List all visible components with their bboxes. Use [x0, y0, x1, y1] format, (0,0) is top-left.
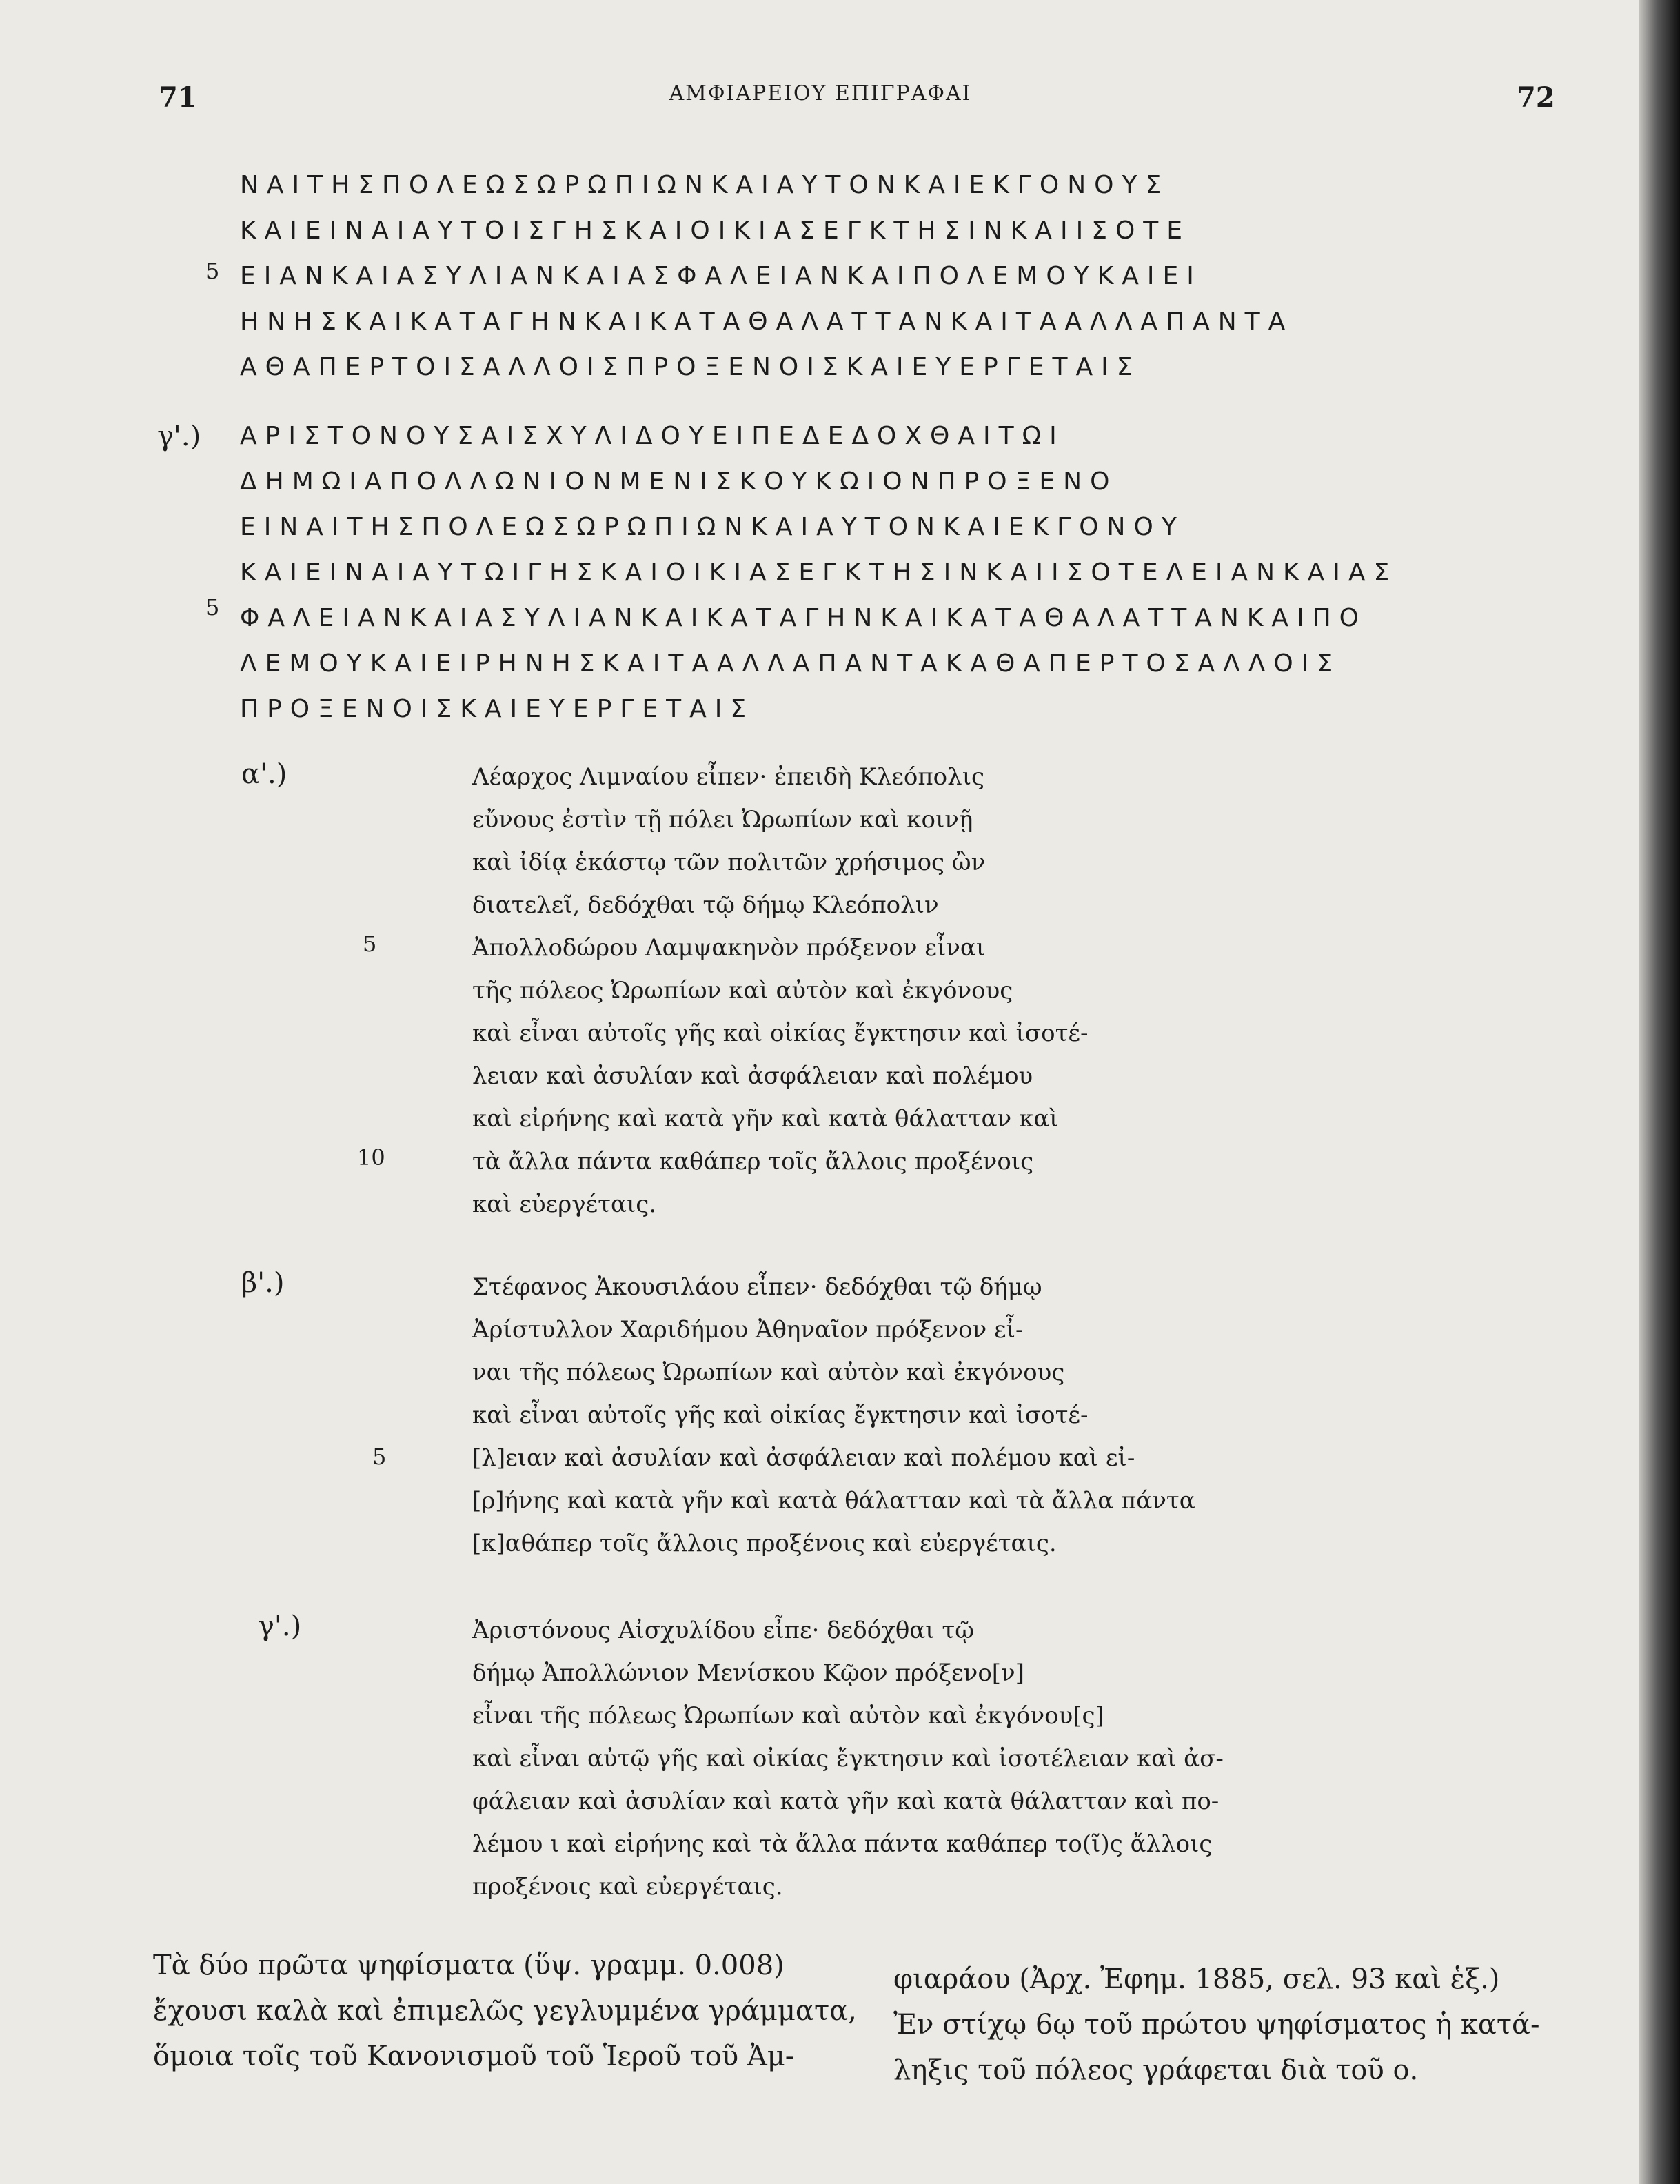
text-line: καὶ εἶναι αὐτοῖς γῆς καὶ οἰκίας ἔγκτησιν καὶ ἰσοτέ-: [472, 1402, 1089, 1429]
footnote-line: ληξις τοῦ πόλεος γράφεται διὰ τοῦ ο.: [893, 2054, 1419, 2086]
inscription-b-capitals: [240, 163, 1481, 390]
inscription-line: ΚΑΙΕΙΝΑΙΑΥΤΟΙΣΓΗΣΚΑΙΟΙΚΙΑΣΕΓΚΤΗΣΙΝΚΑΙΙΣΟΤΕ: [240, 216, 1191, 245]
section-label: β'.): [241, 1267, 285, 1299]
footnote-line: ὅμοια τοῖς τοῦ Κανονισμοῦ τοῦ Ἱεροῦ τοῦ Ἀμ-: [153, 2041, 795, 2072]
text-line: εὔνους ἐστὶν τῇ πόλει Ὠρωπίων καὶ κοινῇ: [472, 806, 973, 833]
section-label: γ'.): [258, 1610, 302, 1642]
transcription-b: [472, 1266, 1506, 1565]
text-line: Ἀρίστυλλον Χαριδήμου Ἀθηναῖον πρόξενον εἶ-: [472, 1316, 1024, 1344]
text-line: προξένοις καὶ εὐεργέταις.: [472, 1873, 783, 1901]
footnote-line: φιαράου (Ἀρχ. Ἐφημ. 1885, σελ. 93 καὶ ἑξ.): [893, 1963, 1500, 1995]
right-page-number: 72: [1517, 81, 1555, 114]
running-title: ΑΜΦΙΑΡΕΙΟΥ ΕΠΙΓΡΑΦΑΙ: [669, 81, 972, 105]
text-line: φάλειαν καὶ ἀσυλίαν καὶ κατὰ γῆν καὶ κατὰ θάλατταν καὶ πο-: [472, 1788, 1219, 1815]
transcription-c: [472, 1609, 1506, 1908]
footnote-line: Ἐν στίχῳ 6ῳ τοῦ πρώτου ψηφίσματος ἡ κατά-: [893, 2009, 1540, 2041]
line-number: 5: [363, 931, 377, 957]
inscription-line: ΕΙΑΝΚΑΙΑΣΥΛΙΑΝΚΑΙΑΣΦΑΛΕΙΑΝΚΑΙΠΟΛΕΜΟΥΚΑΙΕΙ: [240, 262, 1202, 290]
inscription-line: ΠΡΟΞΕΝΟΙΣΚΑΙΕΥΕΡΓΕΤΑΙΣ: [240, 695, 755, 723]
inscription-line: ΛΕΜΟΥΚΑΙΕΙΡΗΝΗΣΚΑΙΤΑΑΛΛΑΠΑΝΤΑΚΑΘΑΠΕΡΤΟΣΑΛΛΟΙΣ: [240, 649, 1342, 678]
footnote-right-column: [893, 1957, 1540, 2093]
section-label: α'.): [241, 758, 287, 790]
text-line: καὶ εὐεργέταις.: [472, 1191, 657, 1218]
inscription-c-capitals: [240, 414, 1481, 732]
inscription-line: ΑΘΑΠΕΡΤΟΙΣΑΛΛΟΙΣΠΡΟΞΕΝΟΙΣΚΑΙΕΥΕΡΓΕΤΑΙΣ: [240, 353, 1141, 381]
text-line: [κ]αθάπερ τοῖς ἄλλοις προξένοις καὶ εὐεργέταις.: [472, 1530, 1057, 1557]
text-line: Ἀριστόνους Αἰσχυλίδου εἶπε· δεδόχθαι τῷ: [472, 1617, 974, 1644]
text-line: [λ]ειαν καὶ ἀσυλίαν καὶ ἀσφάλειαν καὶ πολέμου καὶ εἰ-: [472, 1444, 1135, 1472]
book-binding-shadow: [1639, 0, 1680, 2184]
text-line: εἶναι τῆς πόλεως Ὠρωπίων καὶ αὐτὸν καὶ ἐκγόνου[ς]: [472, 1702, 1104, 1730]
inscription-line: ΚΑΙΕΙΝΑΙΑΥΤΩΙΓΗΣΚΑΙΟΙΚΙΑΣΕΓΚΤΗΣΙΝΚΑΙΙΣΟΤΕΛΕΙΑΝΚΑΙΑΣ: [240, 558, 1398, 587]
line-number: 5: [205, 258, 220, 284]
section-label: γ'.): [157, 421, 201, 452]
text-line: Ἀπολλοδώρου Λαμψακηνὸν πρόξενον εἶναι: [472, 934, 986, 962]
footnote-left-column: [153, 1943, 857, 2079]
footnote-line: Τὰ δύο πρῶτα ψηφίσματα (ὕψ. γραμμ. 0.008): [153, 1950, 785, 1981]
text-line: τὰ ἄλλα πάντα καθάπερ τοῖς ἄλλοις προξένοις: [472, 1148, 1034, 1175]
line-number: 5: [372, 1444, 387, 1470]
inscription-line: ΝΑΙΤΗΣΠΟΛΕΩΣΩΡΩΠΙΩΝΚΑΙΑΥΤΟΝΚΑΙΕΚΓΟΝΟΥΣ: [240, 171, 1170, 199]
inscription-line: ΗΝΗΣΚΑΙΚΑΤΑΓΗΝΚΑΙΚΑΤΑΘΑΛΑΤΤΑΝΚΑΙΤΑΑΛΛΑΠΑΝΤΑ: [240, 307, 1294, 336]
text-line: δήμῳ Ἀπολλώνιον Μενίσκου Κῷον πρόξενο[ν]: [472, 1659, 1024, 1687]
text-line: Λέαρχος Λιμναίου εἶπεν· ἐπειδὴ Κλεόπολις: [472, 763, 985, 791]
transcription-a: [472, 756, 1506, 1226]
footnote-line: ἔχουσι καλὰ καὶ ἐπιμελῶς γεγλυμμένα γράμματα,: [153, 1995, 857, 2027]
inscription-line: ΔΗΜΩΙΑΠΟΛΛΩΝΙΟΝΜΕΝΙΣΚΟΥΚΩΙΟΝΠΡΟΞΕΝΟ: [240, 467, 1118, 496]
inscription-line: ΕΙΝΑΙΤΗΣΠΟΛΕΩΣΩΡΩΠΙΩΝΚΑΙΑΥΤΟΝΚΑΙΕΚΓΟΝΟΥ: [240, 513, 1185, 541]
inscription-line: ΦΑΛΕΙΑΝΚΑΙΑΣΥΛΙΑΝΚΑΙΚΑΤΑΓΗΝΚΑΙΚΑΤΑΘΑΛΑΤΤΑΝΚΑΙΠΟ: [240, 604, 1367, 632]
text-line: ναι τῆς πόλεως Ὠρωπίων καὶ αὐτὸν καὶ ἐκγόνους: [472, 1359, 1065, 1386]
text-line: διατελεῖ, δεδόχθαι τῷ δήμῳ Κλεόπολιν: [472, 891, 939, 919]
text-line: καὶ εἰρήνης καὶ κατὰ γῆν καὶ κατὰ θάλατταν καὶ: [472, 1105, 1059, 1133]
text-line: καὶ εἶναι αὐτοῖς γῆς καὶ οἰκίας ἔγκτησιν καὶ ἰσοτέ-: [472, 1020, 1089, 1047]
line-number: 5: [205, 594, 220, 620]
text-line: καὶ εἶναι αὐτῷ γῆς καὶ οἰκίας ἔγκτησιν καὶ ἰσοτέλειαν καὶ ἀσ-: [472, 1745, 1224, 1772]
text-line: Στέφανος Ἀκουσιλάου εἶπεν· δεδόχθαι τῷ δήμῳ: [472, 1273, 1042, 1301]
text-line: [ρ]ήνης καὶ κατὰ γῆν καὶ κατὰ θάλατταν καὶ τὰ ἄλλα πάντα: [472, 1487, 1195, 1515]
line-number: 10: [357, 1144, 385, 1171]
inscription-line: ΑΡΙΣΤΟΝΟΥΣΑΙΣΧΥΛΙΔΟΥΕΙΠΕΔΕΔΟΧΘΑΙΤΩΙ: [240, 422, 1065, 450]
text-line: λειαν καὶ ἀσυλίαν καὶ ἀσφάλειαν καὶ πολέμου: [472, 1062, 1033, 1090]
text-line: λέμου ι καὶ εἰρήνης καὶ τὰ ἄλλα πάντα καθάπερ το(ῖ)ς ἄλλοις: [472, 1830, 1213, 1858]
text-line: καὶ ἰδίᾳ ἑκάστῳ τῶν πολιτῶν χρήσιμος ὢν: [472, 849, 986, 876]
left-page-number: 71: [159, 81, 197, 114]
text-line: τῆς πόλεος Ὠρωπίων καὶ αὐτὸν καὶ ἐκγόνους: [472, 977, 1013, 1004]
